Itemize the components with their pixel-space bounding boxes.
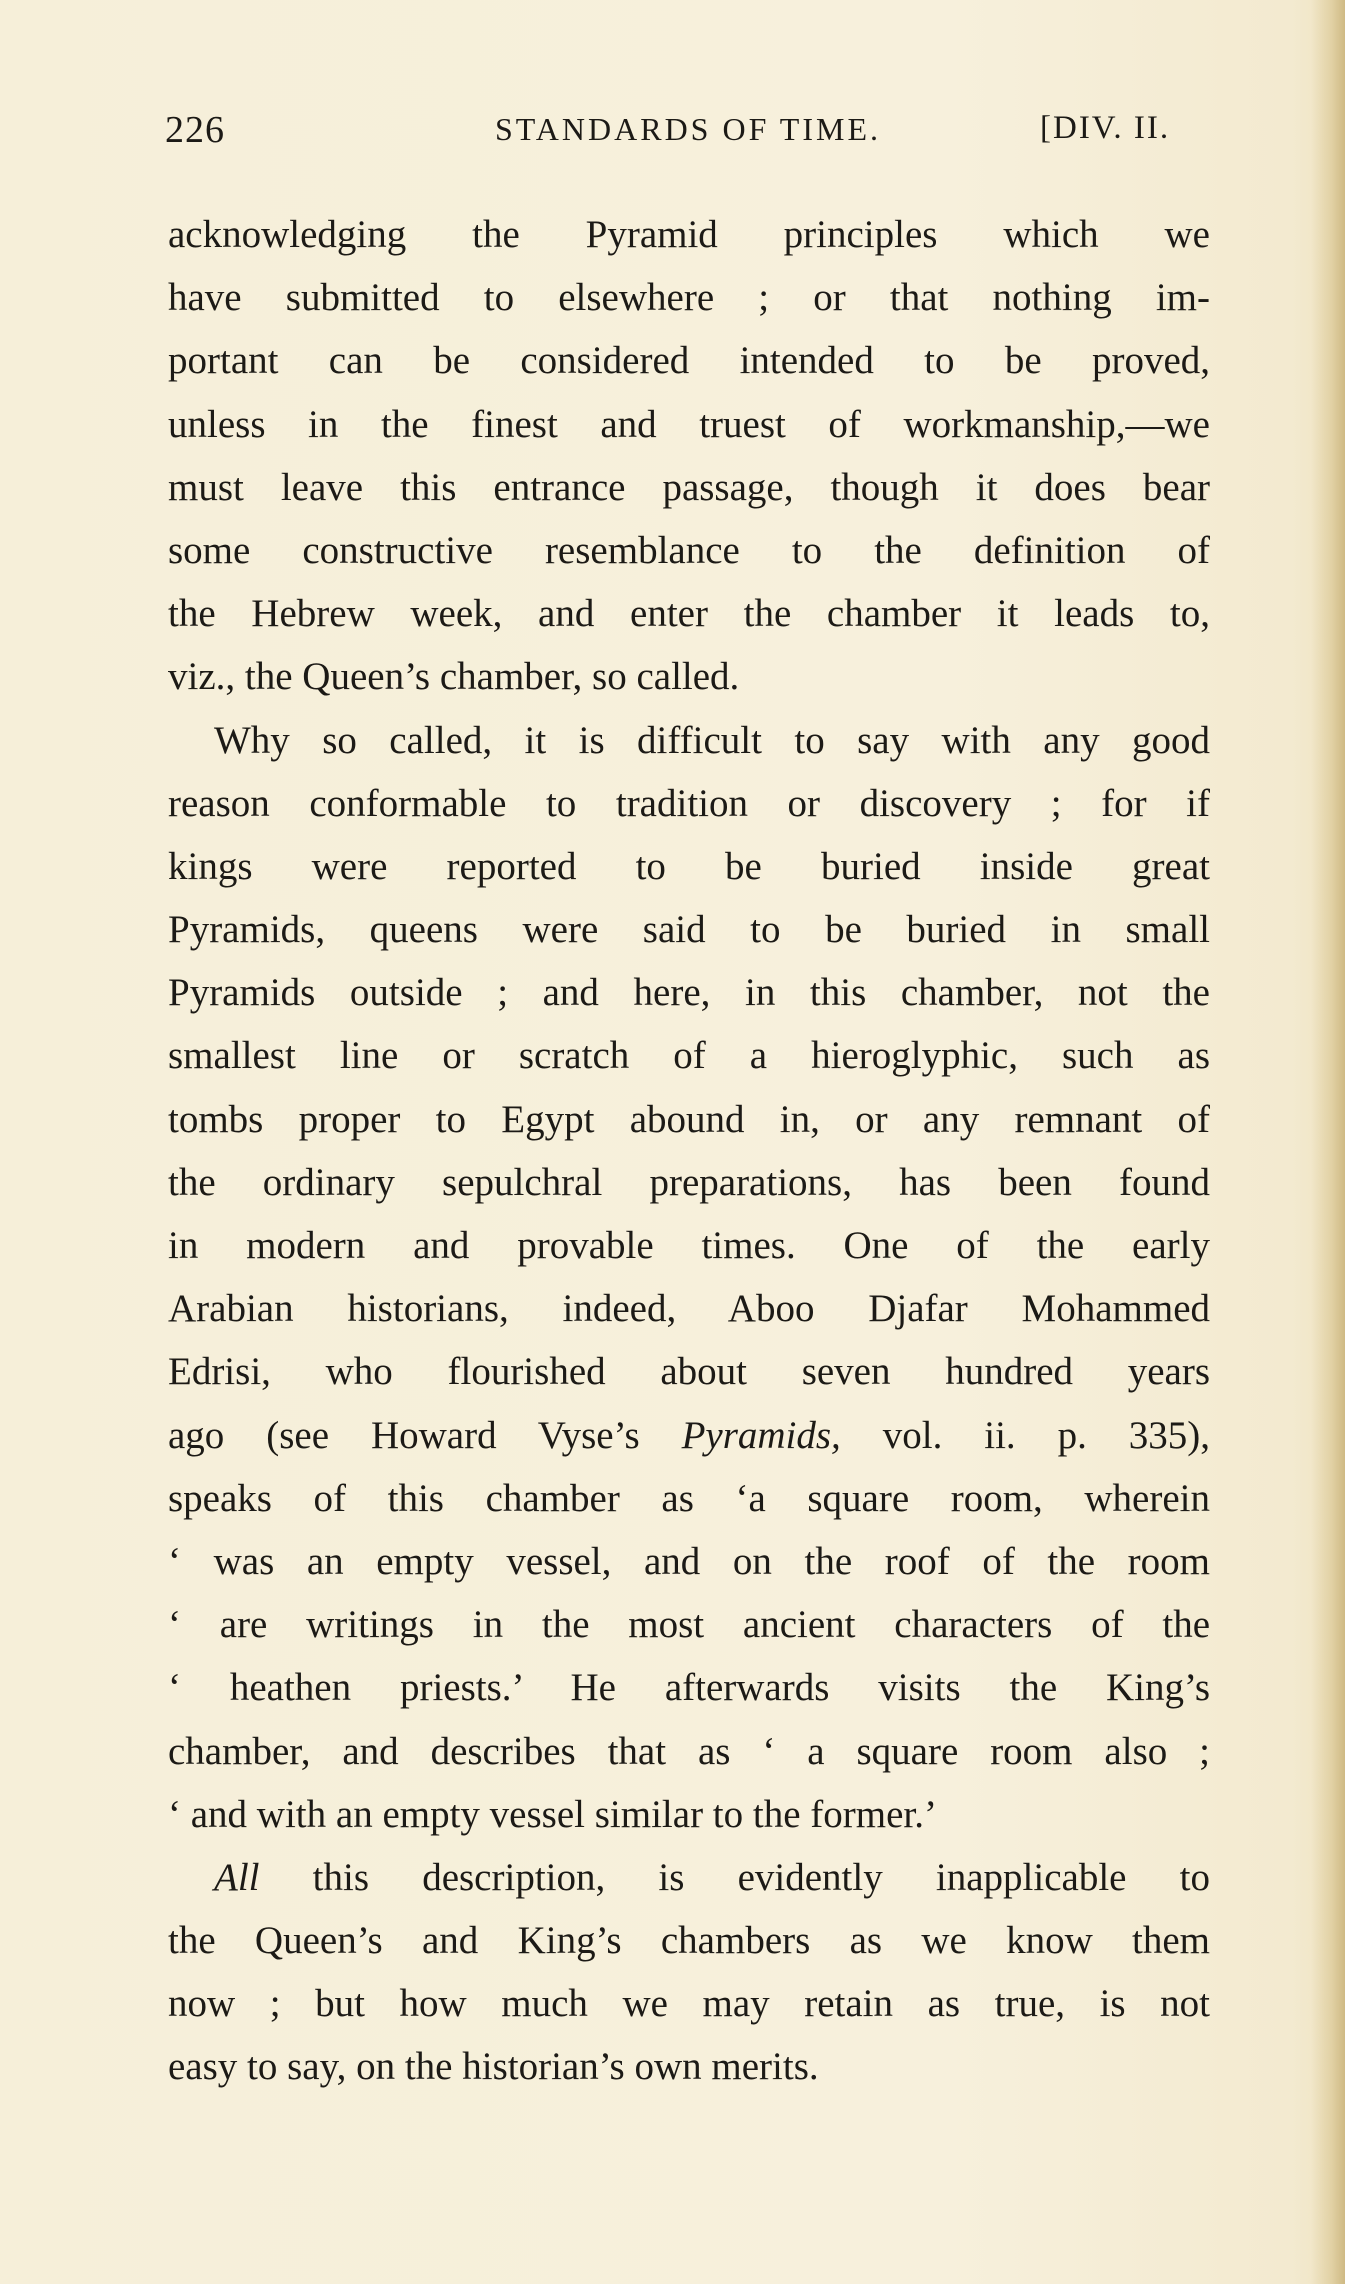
text-line: kings were reported to be buried inside great <box>168 844 1210 888</box>
text-line: ‘ and with an empty vessel similar to the former.’ <box>168 1792 937 1836</box>
emphasis-italic: All <box>214 1855 260 1899</box>
text-line <box>168 1846 1210 1909</box>
text-line: Pyramids outside ; and here, in this chamber, not the <box>168 971 1210 1015</box>
text-line: viz., the Queen’s chamber, so called. <box>168 655 740 699</box>
text-line: easy to say, on the historian’s own merits. <box>168 2045 819 2089</box>
running-title: STANDARDS OF TIME. <box>495 111 881 147</box>
text-line: must leave this entrance passage, though it does bear <box>168 465 1210 509</box>
division-label: [DIV. II. <box>1040 110 1171 146</box>
text-line: Edrisi, who flourished about seven hundred years <box>168 1350 1210 1394</box>
text-line: ‘ heathen priests.’ He afterwards visits the King’s <box>168 1666 1210 1710</box>
text-line: acknowledging the Pyramid principles which we <box>168 213 1210 256</box>
text-line: unless in the finest and truest of workmanship,—we <box>168 402 1210 446</box>
text-line: in modern and provable times. One of the early <box>168 1224 1210 1267</box>
text-line: have submitted to elsewhere ; or that nothing im- <box>168 276 1210 320</box>
body-text <box>168 203 1210 2099</box>
text-line: ‘ was an empty vessel, and on the roof of the room <box>168 1539 1210 1583</box>
text-line: ‘ are writings in the most ancient characters of the <box>168 1603 1210 1647</box>
text-line: tombs proper to Egypt abound in, or any remnant of <box>168 1097 1210 1141</box>
running-head <box>160 108 1210 164</box>
text-line: some constructive resemblance to the definition of <box>168 528 1210 572</box>
text-line: chamber, and describes that as ‘ a square room also ; <box>168 1729 1210 1773</box>
text-line: portant can be considered intended to be proved, <box>168 339 1210 383</box>
text-run: vol. ii. p. 335), <box>840 1413 1211 1457</box>
text-line: reason conformable to tradition or discovery ; for if <box>168 781 1210 825</box>
text-run: this description, is evidently inapplicable to <box>259 1855 1210 1899</box>
text-line: the Queen’s and King’s chambers as we know them <box>168 1919 1210 1963</box>
text-line: Pyramids, queens were said to be buried in small <box>168 908 1210 952</box>
text-line: the Hebrew week, and enter the chamber it leads to, <box>168 592 1210 636</box>
book-title-italic: Pyramids, <box>681 1413 841 1457</box>
text-line: the ordinary sepulchral preparations, has been found <box>168 1160 1210 1204</box>
text-line <box>168 1404 1210 1467</box>
text-line: speaks of this chamber as ‘a square room, wherein <box>168 1476 1210 1520</box>
page-edge-shadow <box>1311 0 1345 2284</box>
text-line: Arabian historians, indeed, Aboo Djafar Mohammed <box>168 1287 1210 1331</box>
text-line: smallest line or scratch of a hieroglyphic, such as <box>168 1034 1210 1078</box>
text-line: now ; but how much we may retain as true, is not <box>168 1982 1210 2026</box>
text-line: Why so called, it is difficult to say with any good <box>214 718 1210 762</box>
text-run: ago (see Howard Vyse’s <box>168 1413 682 1457</box>
page-number: 226 <box>165 109 225 151</box>
